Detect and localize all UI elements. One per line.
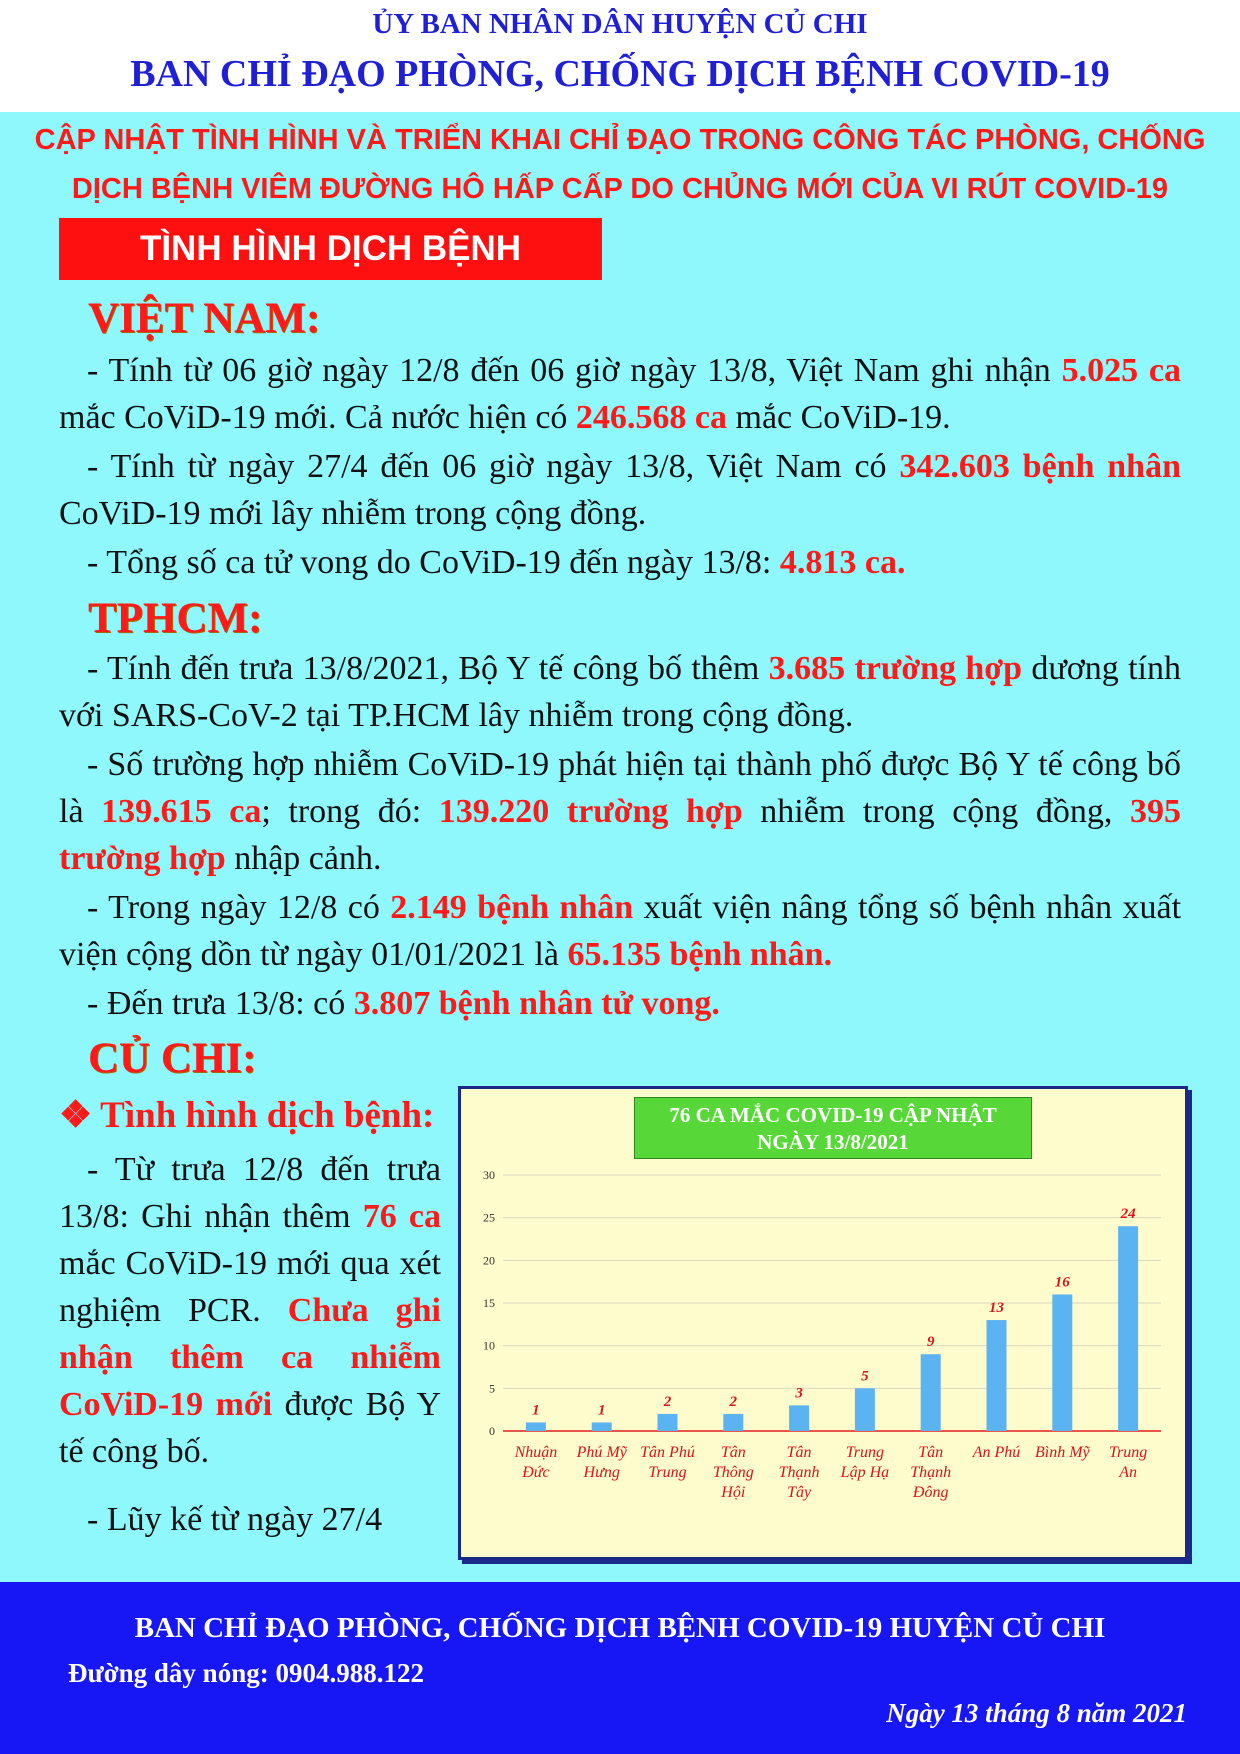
hcm-paragraph-2: - Số trường hợp nhiễm CoViD-19 phát hiện tại thành phố được Bộ Y tế công bố là 139.615 ca; trong đó: 139.220 trường hợp nhiễm trong cộng đồng, 395 trường hợp nhập cảnh. <box>59 746 1181 877</box>
bar <box>1118 1226 1138 1431</box>
x-tick-label: Trung Lập Hạ <box>840 1444 890 1481</box>
data-label: 5 <box>861 1368 869 1385</box>
page-title-line-2: DỊCH BỆNH VIÊM ĐƯỜNG HÔ HẤP CẤP DO CHỦNG MỚI CỦA VI RÚT COVID-19 <box>71 173 1169 205</box>
x-tick-label: Bình Mỹ <box>1034 1444 1090 1461</box>
bar <box>658 1414 678 1431</box>
header <box>0 0 1240 112</box>
chart-title <box>634 1097 1032 1159</box>
diamond-bullet-icon: ❖ <box>59 1095 93 1136</box>
footer-committee-name: BAN CHỈ ĐẠO PHÒNG, CHỐNG DỊCH BỆNH COVID-19 HUYỆN CỦ CHI <box>134 1612 1106 1644</box>
header-org-name: ỦY BAN NHÂN DÂN HUYỆN CỦ CHI <box>372 8 868 40</box>
vietnam-paragraph-2: - Tính từ ngày 27/4 đến 06 giờ ngày 13/8, Việt Nam có 342.603 bệnh nhân CoViD-19 mới lây nhiễm trong cộng đồng. <box>59 448 1182 532</box>
hcm-paragraph-3: - Trong ngày 12/8 có 2.149 bệnh nhân xuất viện nâng tổng số bệnh nhân xuất viện cộng dồn từ ngày 01/01/2021 là 65.135 bệnh nhân. <box>59 889 1182 973</box>
hcm-paragraph-1: - Tính đến trưa 13/8/2021, Bộ Y tế công bố thêm 3.685 trường hợp dương tính với SARS-CoV-2 tại TP.HCM lây nhiễm trong cộng đồng. <box>59 650 1181 734</box>
vietnam-heading: VIỆT NAM: <box>88 295 321 342</box>
chart-title-line-2: NGÀY 13/8/2021 <box>757 1130 909 1154</box>
hcm-heading: TPHCM: <box>88 595 263 642</box>
x-tick-label: An Phú <box>972 1444 1021 1461</box>
data-label: 3 <box>795 1385 803 1402</box>
header-committee-name: BAN CHỈ ĐẠO PHÒNG, CHỐNG DỊCH BỆNH COVID-19 <box>130 53 1110 95</box>
x-tick-label: Tân Thạnh Tây <box>778 1444 820 1501</box>
vietnam-paragraph-1: - Tính từ 06 giờ ngày 12/8 đến 06 giờ ngày 13/8, Việt Nam ghi nhận 5.025 ca mắc CoViD-19 mới. Cả nước hiện có 246.568 ca mắc CoViD-19. <box>59 352 1181 436</box>
data-label: 2 <box>663 1393 672 1410</box>
x-tick-label: Trung An <box>1108 1444 1148 1481</box>
bar <box>855 1388 875 1431</box>
data-label: 1 <box>597 1402 606 1419</box>
chart-title-line-1: 76 CA MẮC COVID-19 CẬP NHẬT <box>669 1103 997 1127</box>
bar <box>921 1354 941 1431</box>
cuchi-subheading: ❖ Tình hình dịch bệnh: <box>59 1095 435 1136</box>
cuchi-paragraph-2: - Lũy kế từ ngày 27/4 <box>87 1501 383 1538</box>
bar <box>526 1422 546 1431</box>
x-tick-label: Phú Mỹ Hưng <box>576 1444 627 1481</box>
y-tick-label: 5 <box>489 1381 495 1396</box>
data-label: 1 <box>532 1402 540 1419</box>
data-label: 2 <box>729 1393 738 1410</box>
y-tick-label: 20 <box>483 1253 495 1268</box>
y-tick-label: 0 <box>489 1424 495 1438</box>
x-tick-label: Tân Thạnh Đông <box>910 1444 952 1501</box>
x-tick-label: Tân Phú Trung <box>640 1444 695 1481</box>
y-tick-label: 15 <box>483 1296 495 1310</box>
cuchi-paragraph-1: - Từ trưa 12/8 đến trưa 13/8: Ghi nhận thêm 76 ca mắc CoViD-19 mới qua xét nghiệm PCR. Chưa ghi nhận thêm ca nhiễm CoViD-19 mới được Bộ Y tế công bố. <box>59 1151 442 1470</box>
footer-hotline: Đường dây nóng: 0904.988.122 <box>68 1658 424 1688</box>
x-tick-label: Nhuận Đức <box>514 1444 558 1481</box>
data-label: 9 <box>926 1334 935 1351</box>
bar <box>987 1320 1007 1431</box>
y-tick-label: 30 <box>483 1168 495 1182</box>
y-tick-label: 25 <box>483 1210 495 1225</box>
vietnam-paragraph-3: - Tổng số ca tử vong do CoViD-19 đến ngày 13/8: 4.813 ca. <box>87 544 906 581</box>
page-title-line-1: CẬP NHẬT TÌNH HÌNH VÀ TRIỂN KHAI CHỈ ĐẠO TRONG CÔNG TÁC PHÒNG, CHỐNG <box>34 124 1206 156</box>
cases-bar-chart <box>461 1089 1185 1557</box>
bar <box>592 1422 612 1431</box>
x-tick-label: Tân Thông Hội <box>712 1444 754 1501</box>
data-label: 24 <box>1120 1206 1136 1223</box>
footer-date: Ngày 13 tháng 8 năm 2021 <box>886 1698 1187 1728</box>
bar <box>1052 1294 1072 1431</box>
bar <box>789 1405 809 1431</box>
hcm-paragraph-4: - Đến trưa 13/8: có 3.807 bệnh nhân tử vong. <box>87 985 720 1022</box>
y-tick-label: 10 <box>483 1338 495 1353</box>
section-banner: TÌNH HÌNH DỊCH BỆNH <box>59 218 602 280</box>
data-label: 16 <box>1054 1274 1070 1291</box>
footer <box>0 1582 1240 1754</box>
cuchi-heading: CỦ CHI: <box>88 1035 257 1082</box>
bar <box>723 1414 743 1431</box>
data-label: 13 <box>989 1300 1004 1317</box>
